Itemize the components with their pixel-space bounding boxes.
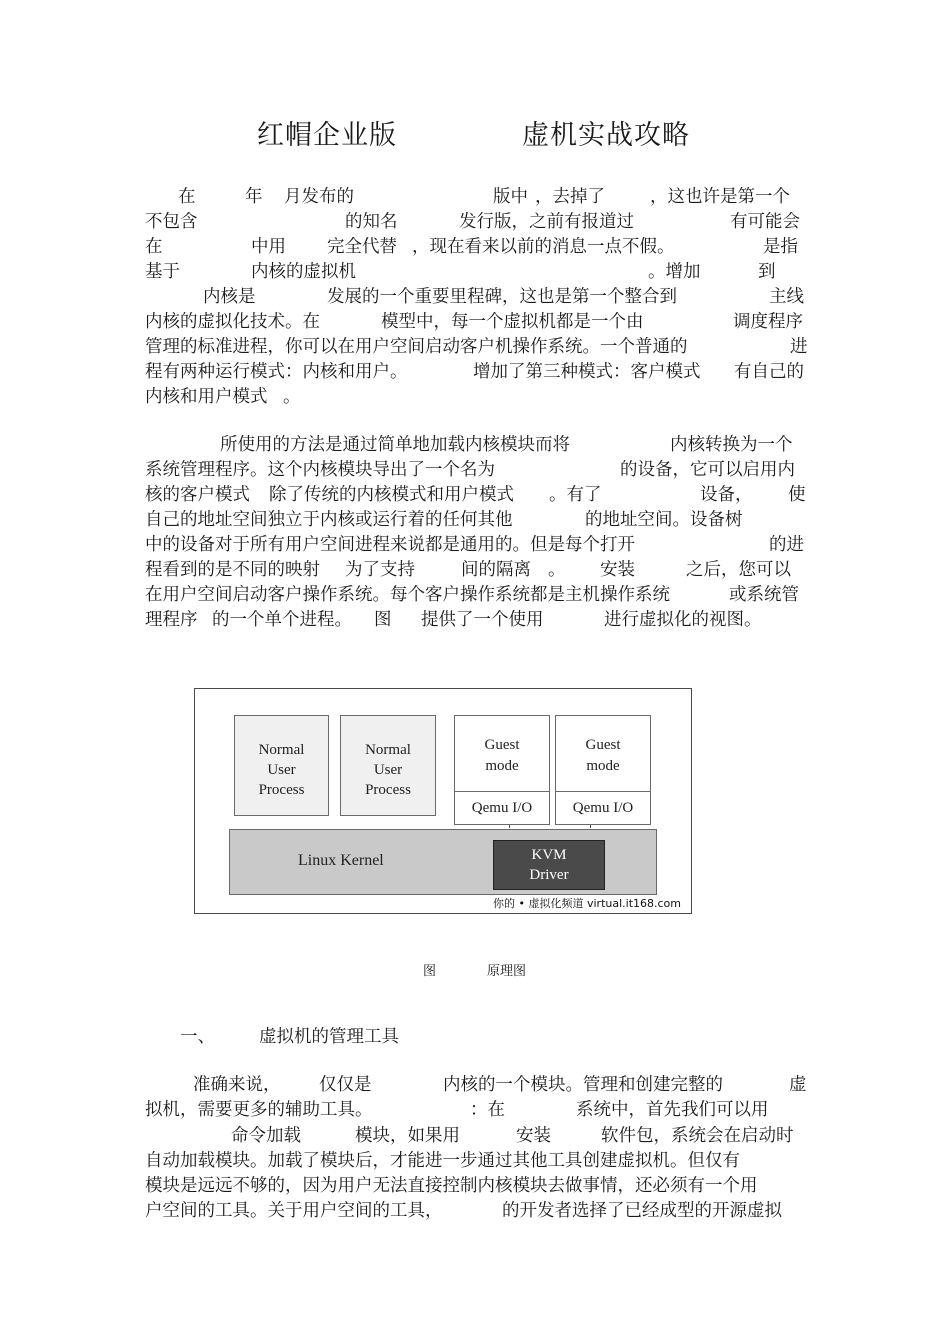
- text-fragment: ：在: [470, 1100, 505, 1120]
- text-fragment: 有可能会: [730, 212, 800, 232]
- text-fragment: 的开发者选择了已经成型的开源虚拟: [502, 1201, 782, 1221]
- section-heading: [0, 1025, 950, 1050]
- text-line: [0, 433, 950, 458]
- normal-user-process-box: [340, 715, 436, 816]
- text-fragment: 发行版，之前有报道过: [459, 212, 634, 232]
- text-fragment: 或系统管: [729, 585, 799, 605]
- text-fragment: ，现在看来以前的消息一点不假。: [412, 237, 675, 257]
- kvm-architecture-diagram: [194, 688, 692, 914]
- text-fragment: 除了传统的内核模式和用户模式: [269, 485, 514, 505]
- box-label: Qemu I/O: [471, 800, 533, 816]
- box-label-line: User: [373, 762, 403, 778]
- linux-kernel-label: Linux Kernel: [298, 852, 384, 869]
- text-fragment: 之后，您可以: [686, 560, 791, 580]
- text-fragment: 发展的一个重要里程碑，这也是第一个整合到: [327, 287, 677, 307]
- guest-mode-box: [454, 715, 550, 792]
- qemu-io-box: [454, 791, 550, 825]
- box-label-line: Normal: [258, 742, 305, 758]
- text-fragment: 程有两种运行模式：内核和用户。: [145, 362, 408, 382]
- text-fragment: 程看到的是不同的映射: [145, 560, 320, 580]
- text-fragment: ，去掉了: [535, 187, 605, 207]
- box-label-line: User: [267, 762, 296, 778]
- text-line: [0, 1098, 950, 1123]
- text-fragment: 模块是远远不够的，因为用户无法直接控制内核模块去做事情，还必须有一个用: [145, 1176, 758, 1196]
- text-fragment: 管理的标准进程，你可以在用户空间启动客户机操作系统。一个普通的: [145, 337, 688, 357]
- text-fragment: 增加了第三种模式：客户模式: [473, 362, 701, 382]
- text-fragment: 的进: [769, 535, 804, 555]
- text-line: [0, 533, 950, 558]
- box-label-line: mode: [485, 758, 519, 774]
- text-fragment: 在用户空间启动客户操作系统。每个客户操作系统都是主机操作系统: [145, 585, 670, 605]
- text-fragment: 不包含: [145, 212, 198, 232]
- text-fragment: 内核的一个模块。管理和创建完整的: [443, 1075, 723, 1095]
- text-fragment: 所使用的方法是通过简单地加载内核模块而将: [220, 435, 570, 455]
- box-label-line: KVM: [531, 847, 567, 863]
- text-fragment: 安装: [516, 1126, 551, 1146]
- text-fragment: 进: [790, 337, 808, 357]
- text-line: [0, 583, 950, 608]
- text-fragment: 内核的虚拟机: [251, 262, 356, 282]
- title-part2: 虚机实战攻略: [522, 120, 690, 151]
- text-fragment: 版中: [493, 187, 528, 207]
- text-fragment: 在: [178, 187, 196, 207]
- text-fragment: 虚: [789, 1075, 807, 1095]
- qemu-io-box: [555, 791, 651, 825]
- text-fragment: 内核转换为一个: [670, 435, 793, 455]
- text-fragment: 间的隔离: [461, 560, 531, 580]
- text-fragment: 自动加载模块。加载了模块后，才能进一步通过其他工具创建虚拟机。但仅有: [145, 1151, 740, 1171]
- text-line: [0, 1199, 950, 1224]
- text-line: [0, 360, 950, 385]
- text-line: [0, 385, 950, 410]
- figure-caption-label: 图: [423, 964, 437, 979]
- box-label-line: Guest: [585, 737, 621, 753]
- text-fragment: 内核的虚拟化技术。在: [145, 312, 320, 332]
- text-fragment: 。: [548, 560, 566, 580]
- text-fragment: 自己的地址空间独立于内核或运行着的任何其他: [145, 510, 513, 530]
- text-fragment: ，这也许是第一个: [650, 187, 790, 207]
- box-label-line: mode: [586, 758, 620, 774]
- text-fragment: 进行虚拟化的视图。: [604, 610, 762, 630]
- text-fragment: 仅仅是: [319, 1075, 372, 1095]
- text-fragment: 调度程序: [733, 312, 803, 332]
- text-fragment: 的一个单个进程。: [212, 610, 352, 630]
- text-fragment: 的设备，它可以启用内: [620, 460, 795, 480]
- text-fragment: 户空间的工具。关于用户空间的工具，: [145, 1201, 443, 1221]
- text-fragment: 。: [283, 387, 301, 407]
- text-fragment: 月发布的: [284, 187, 354, 207]
- text-line: [0, 483, 950, 508]
- title-part1: 红帽企业版: [257, 120, 397, 151]
- text-fragment: 软件包，系统会在启动时: [601, 1126, 794, 1146]
- text-fragment: 设备，: [700, 485, 753, 505]
- watermark: 你的 • 虚拟化频道 virtual.it168.com: [493, 897, 681, 910]
- guest-mode-box: [555, 715, 651, 792]
- text-fragment: 主线: [769, 287, 804, 307]
- text-line: [0, 285, 950, 310]
- figure-caption-text: 原理图: [487, 964, 527, 979]
- text-fragment: 准确来说，: [193, 1075, 281, 1095]
- section-title: 虚拟机的管理工具: [259, 1027, 399, 1047]
- text-line: [0, 1174, 950, 1199]
- box-label-line: Driver: [529, 867, 569, 883]
- text-fragment: 模块，如果用: [355, 1126, 460, 1146]
- text-fragment: 图: [374, 610, 392, 630]
- text-fragment: 命令加载: [231, 1126, 301, 1146]
- text-fragment: 为了支持: [345, 560, 415, 580]
- text-fragment: 的知名: [345, 212, 398, 232]
- text-fragment: 。增加: [648, 262, 701, 282]
- kvm-driver-box: [493, 840, 605, 890]
- text-fragment: 基于: [145, 262, 180, 282]
- normal-user-process-box: [234, 715, 329, 816]
- text-line: [0, 1073, 950, 1098]
- text-fragment: 模型中，每一个虚拟机都是一个由: [381, 312, 644, 332]
- text-fragment: 核的客户模式: [145, 485, 250, 505]
- text-fragment: 中的设备对于所有用户空间进程来说都是通用的。但是每个打开: [145, 535, 635, 555]
- section-number: 一、: [180, 1027, 215, 1047]
- box-label-line: Process: [365, 782, 411, 798]
- text-line: [0, 608, 950, 633]
- text-fragment: 是指: [763, 237, 798, 257]
- box-label-line: Process: [258, 782, 305, 798]
- text-line: [0, 458, 950, 483]
- text-line: [0, 210, 950, 235]
- text-line: [0, 335, 950, 360]
- text-fragment: 提供了一个使用: [421, 610, 544, 630]
- text-line: [0, 1124, 950, 1149]
- box-label: Qemu I/O: [572, 800, 634, 816]
- text-line: [0, 558, 950, 583]
- text-line: [0, 260, 950, 285]
- text-fragment: 使: [788, 485, 806, 505]
- text-fragment: 理程序: [145, 610, 198, 630]
- text-fragment: 有自己的: [734, 362, 804, 382]
- text-fragment: 在: [145, 237, 163, 257]
- text-fragment: 到: [758, 262, 776, 282]
- text-line: [0, 1149, 950, 1174]
- text-line: [0, 508, 950, 533]
- text-fragment: 。有了: [549, 485, 602, 505]
- text-line: [0, 185, 950, 210]
- text-fragment: 完全代替: [327, 237, 397, 257]
- text-fragment: 内核是: [203, 287, 256, 307]
- box-label-line: Normal: [365, 742, 411, 758]
- text-fragment: 中用: [251, 237, 286, 257]
- text-fragment: 拟机，需要更多的辅助工具。: [145, 1100, 373, 1120]
- text-fragment: 内核和用户模式: [145, 387, 268, 407]
- text-fragment: 系统中，首先我们可以用: [576, 1100, 769, 1120]
- text-fragment: 系统管理程序。这个内核模块导出了一个名为: [145, 460, 495, 480]
- text-fragment: 的地址空间。设备树: [585, 510, 743, 530]
- text-line: [0, 235, 950, 260]
- text-fragment: 年: [245, 187, 263, 207]
- text-line: [0, 310, 950, 335]
- text-fragment: 安装: [600, 560, 635, 580]
- box-label-line: Guest: [484, 737, 520, 753]
